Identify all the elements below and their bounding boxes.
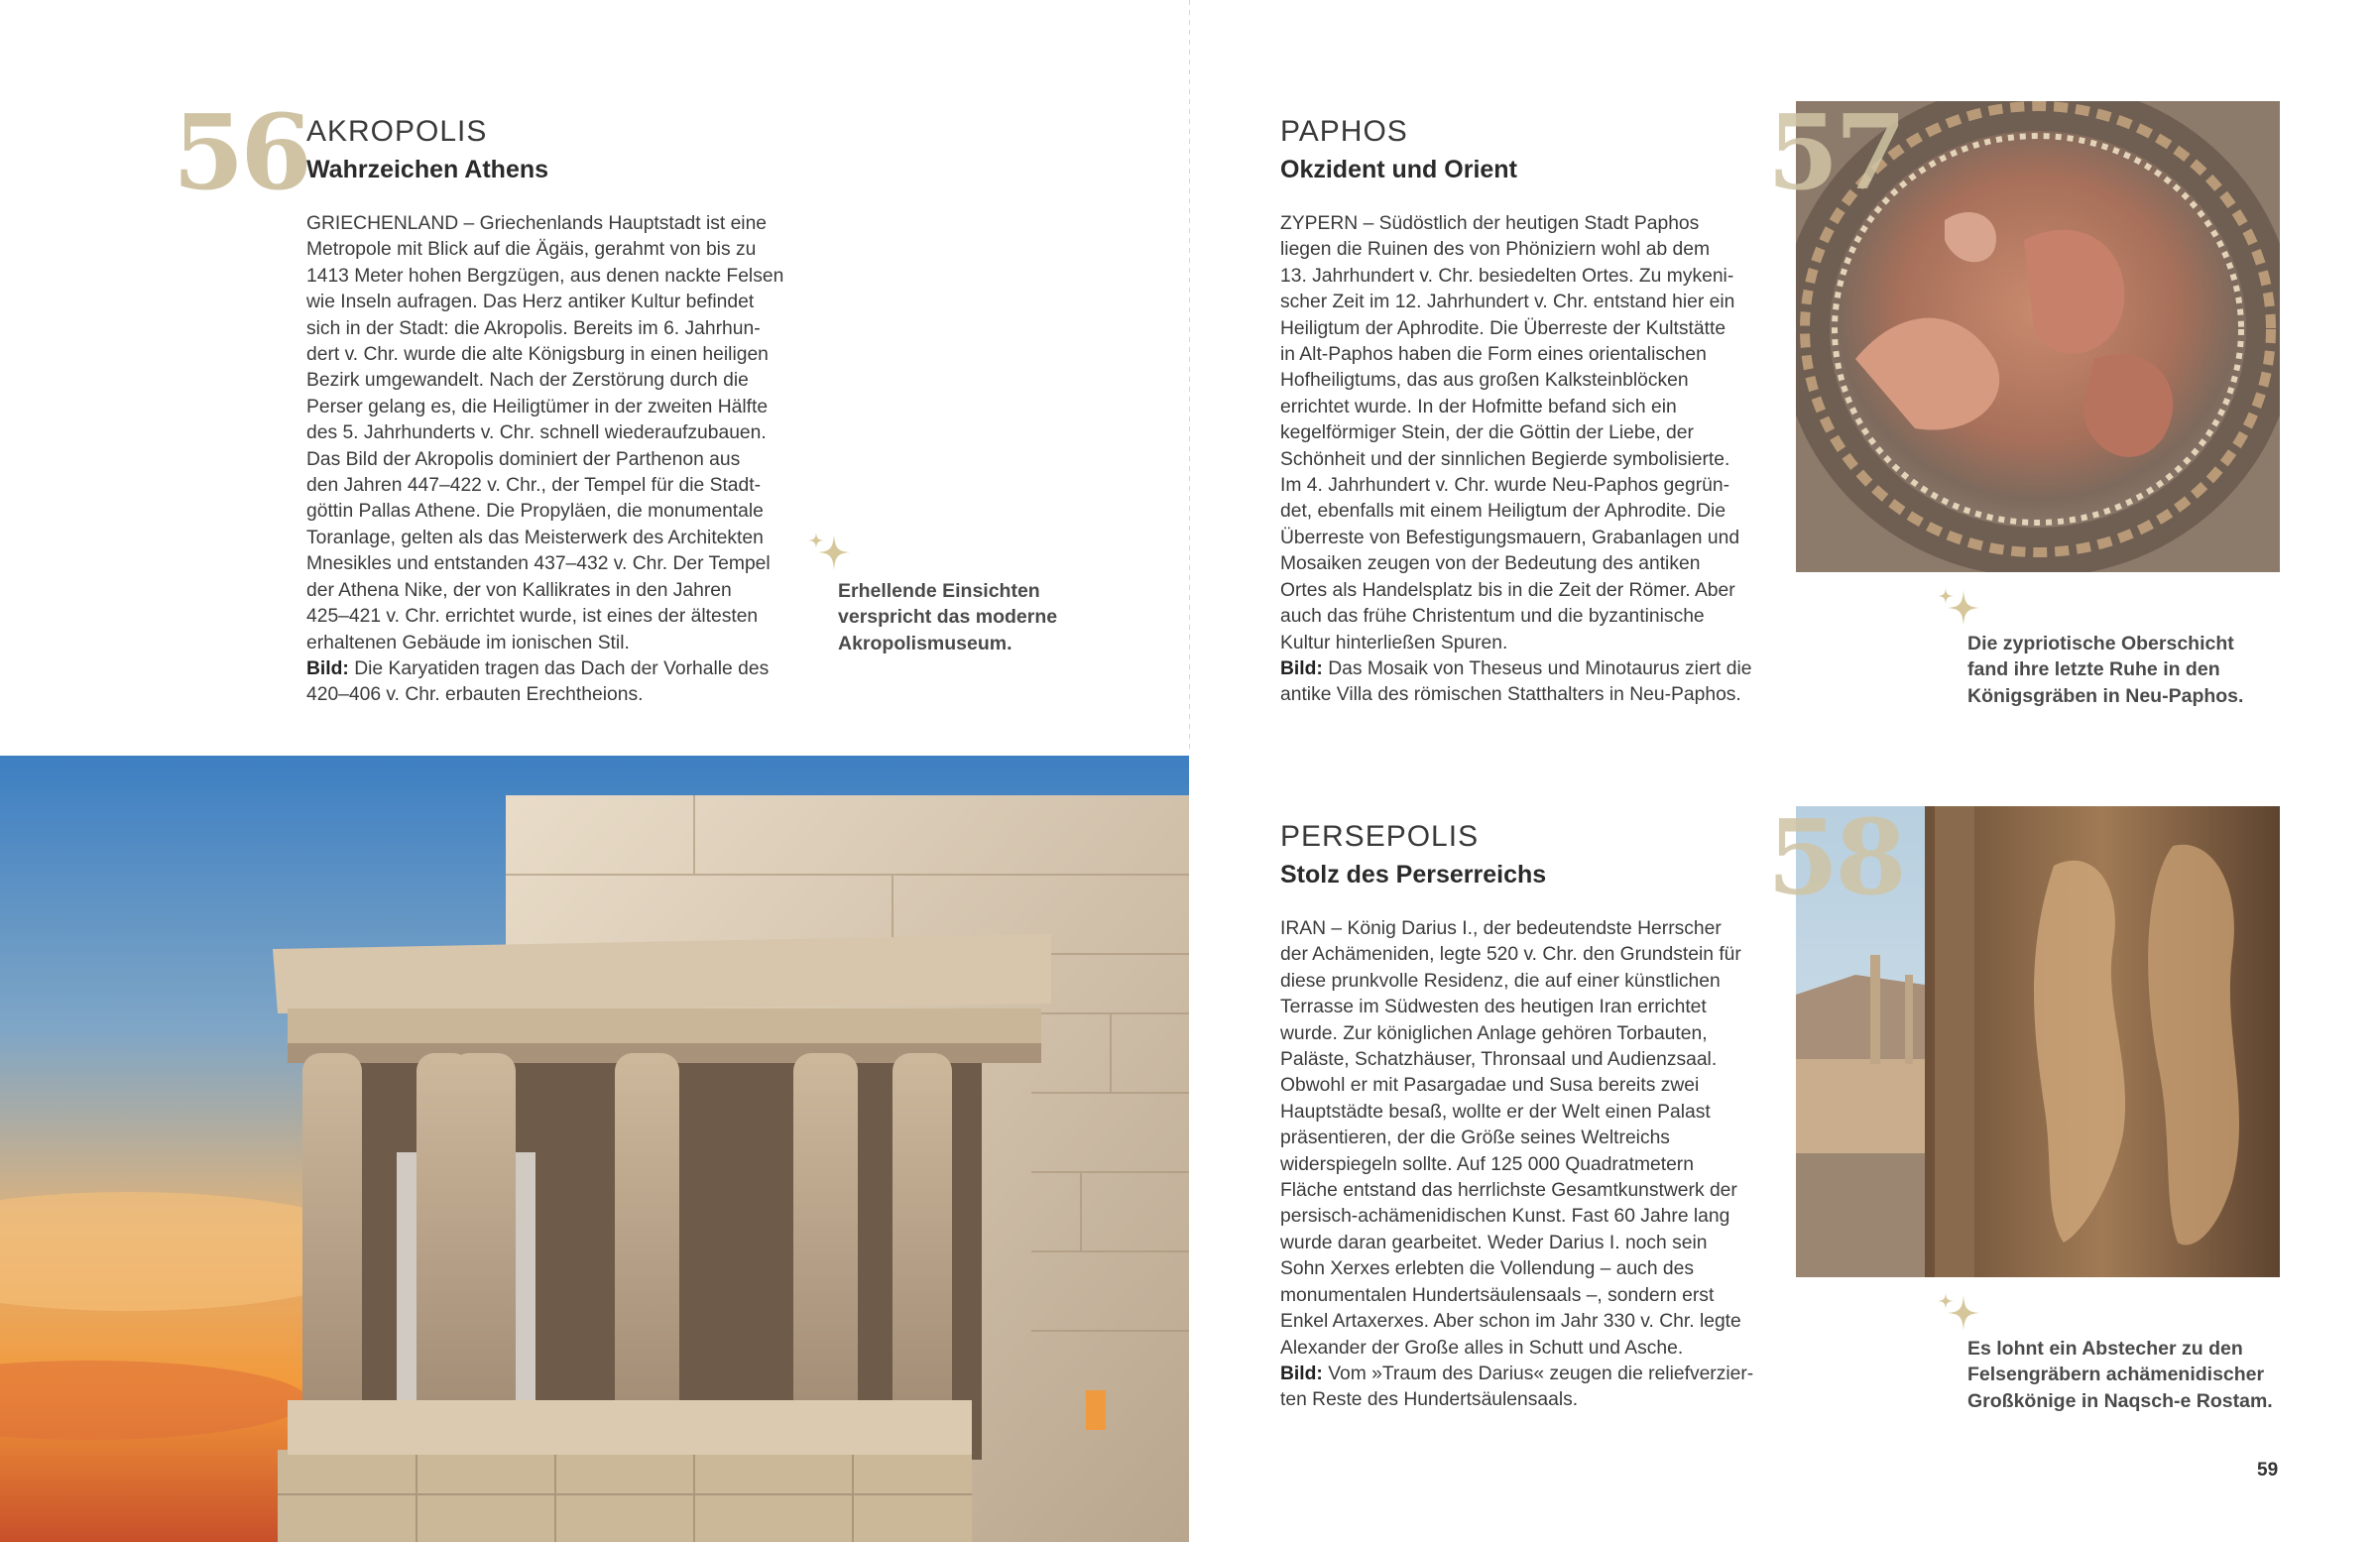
entry-subtitle: Okzident und Orient xyxy=(1280,156,1517,183)
entry-subtitle: Stolz des Perserreichs xyxy=(1280,861,1547,889)
body-line: der Achämeniden, legte 520 v. Chr. den Grundstein für xyxy=(1280,944,1741,966)
body-line: diese prunkvolle Residenz, die auf einer künstlichen xyxy=(1280,970,1721,992)
body-line: Metropole mit Blick auf die Ägäis, gerahmt von bis zu xyxy=(306,239,757,261)
body-line: errichtet wurde. In der Hofmitte befand sich ein xyxy=(1280,396,1677,417)
body-line: 13. Jahrhundert v. Chr. besiedelten Ortes. Zu mykeni- xyxy=(1280,265,1734,287)
photo-caption xyxy=(1967,631,2243,709)
right-page xyxy=(1190,0,2380,1542)
page-number: 59 xyxy=(2257,1460,2279,1481)
body-line: Überreste von Befestigungsmauern, Grabanlagen und xyxy=(1280,527,1740,548)
body-line: det, ebenfalls mit einem Heiligtum der Aphrodite. Die xyxy=(1280,501,1726,523)
body-line: auch das frühe Christentum und die byzantinische xyxy=(1280,606,1705,628)
body-line: IRAN – König Darius I., der bedeutendste Herrscher xyxy=(1280,918,1722,939)
body-line: Terrasse im Südwesten des heutigen Iran errichtet xyxy=(1280,997,1707,1018)
body-line: persisch-achämenidischen Kunst. Fast 60 Jahre lang xyxy=(1280,1206,1730,1228)
body-line: Obwohl er mit Pasargadae und Susa bereits zwei xyxy=(1280,1075,1700,1097)
body-line: Das Bild der Akropolis dominiert der Parthenon aus xyxy=(306,448,741,470)
body-line: präsentieren, der die Größe seines Weltreichs xyxy=(1280,1127,1670,1149)
body-line: widerspiegeln sollte. Auf 125 000 Quadratmetern xyxy=(1280,1153,1694,1175)
image-credit-text: Die Karyatiden tragen das Dach der Vorhalle des xyxy=(348,657,770,679)
body-line: in Alt-Paphos haben die Form eines orientalischen xyxy=(1280,344,1707,366)
entry-place: PERSEPOLIS xyxy=(1280,820,1480,853)
caption-line: Es lohnt ein Abstecher zu den xyxy=(1967,1338,2243,1360)
entry-body-text xyxy=(1280,211,1776,709)
bild-label: Bild: xyxy=(1280,657,1323,679)
body-line: sich in der Stadt: die Akropolis. Bereits im 6. Jahrhun- xyxy=(306,317,761,339)
bild-label: Bild: xyxy=(1280,1363,1323,1384)
caption-line: Die zypriotische Oberschicht xyxy=(1967,633,2234,654)
body-line: Ortes als Handelsplatz bis in die Zeit der Römer. Aber xyxy=(1280,579,1735,601)
body-line: Heiligtum der Aphrodite. Die Überreste der Kultstätte xyxy=(1280,317,1726,339)
body-line: Bezirk umgewandelt. Nach der Zerstörung durch die xyxy=(306,370,749,392)
image-credit-line xyxy=(306,656,822,682)
body-line: Hauptstädte besaß, wollte er der Welt einen Palast xyxy=(1280,1101,1711,1123)
entry-body-text xyxy=(306,211,822,709)
caption-line: Akropolismuseum. xyxy=(838,632,1012,654)
body-line: Kultur hinterließen Spuren. xyxy=(1280,632,1508,653)
caption-line: Erhellende Einsichten xyxy=(838,580,1040,602)
body-line: des 5. Jahrhunderts v. Chr. schnell wiederaufzubauen. xyxy=(306,422,767,444)
entry-number: 57 xyxy=(1767,91,1903,213)
entry-place: AKROPOLIS xyxy=(306,115,488,148)
body-line: 425–421 v. Chr. errichtet wurde, ist eines der ältesten xyxy=(306,606,759,628)
body-line: Alexander der Große alles in Schutt und Asche. xyxy=(1280,1337,1684,1359)
photo-caption xyxy=(1967,1336,2273,1414)
body-line: Paläste, Schatzhäuser, Thronsaal und Audienzsaal. xyxy=(1280,1049,1718,1071)
image-credit-text: 420–406 v. Chr. erbauten Erechtheions. xyxy=(306,684,644,706)
entry-number: 58 xyxy=(1767,796,1903,918)
body-line: ZYPERN – Südöstlich der heutigen Stadt Paphos xyxy=(1280,213,1700,234)
body-line: Im 4. Jahrhundert v. Chr. wurde Neu-Paphos gegrün- xyxy=(1280,475,1729,497)
photo-caption xyxy=(838,578,1057,656)
body-line: Mosaiken zeugen von der Bedeutung des antiken xyxy=(1280,553,1701,575)
left-page xyxy=(0,0,1189,1542)
erechtheion-photo xyxy=(0,756,1189,1542)
body-line: Perser gelang es, die Heiligtümer in der zweiten Hälfte xyxy=(306,396,769,417)
sparkle-icon xyxy=(1934,1289,1981,1337)
caption-line: fand ihre letzte Ruhe in den xyxy=(1967,658,2220,681)
body-line: der Athena Nike, der von Kallikrates in den Jahren xyxy=(306,579,732,601)
body-line: 1413 Meter hohen Bergzügen, aus denen nackte Felsen xyxy=(306,265,784,287)
body-line: Enkel Artaxerxes. Aber schon im Jahr 330 v. Chr. legte xyxy=(1280,1311,1741,1333)
sparkle-icon xyxy=(1934,584,1981,632)
body-line: Sohn Xerxes erlebten die Vollendung – auch des xyxy=(1280,1258,1694,1280)
body-line: Mnesikles und entstanden 437–432 v. Chr. Der Tempel xyxy=(306,553,771,575)
body-line: Schönheit und der sinnlichen Begierde symbolisierte. xyxy=(1280,448,1730,470)
body-line: scher Zeit im 12. Jahrhundert v. Chr. entstand hier ein xyxy=(1280,292,1735,313)
image-credit-line xyxy=(1280,656,1776,682)
entry-subtitle: Wahrzeichen Athens xyxy=(306,156,549,183)
entry-body-text xyxy=(1280,916,1776,1414)
body-line: Hofheiligtums, das aus großen Kalksteinblöcken xyxy=(1280,370,1689,392)
caption-line: Großkönige in Naqsch-e Rostam. xyxy=(1967,1389,2273,1412)
body-line: wurde. Zur königlichen Anlage gehören Torbauten, xyxy=(1280,1022,1708,1044)
body-line: göttin Pallas Athene. Die Propyläen, die monumentale xyxy=(306,501,764,523)
image-credit-text: ten Reste des Hundertsäulensaals. xyxy=(1280,1389,1579,1411)
caption-line: Felsengräbern achämenidischer xyxy=(1967,1364,2265,1386)
caption-line: Königsgräben in Neu-Paphos. xyxy=(1967,684,2244,707)
body-line: GRIECHENLAND – Griechenlands Hauptstadt ist eine xyxy=(306,213,768,234)
body-line: wie Inseln aufragen. Das Herz antiker Kultur befindet xyxy=(306,292,755,313)
body-line: monumentalen Hundertsäulensaals –, sondern erst xyxy=(1280,1284,1715,1306)
bild-label: Bild: xyxy=(306,657,349,679)
entry-place: PAPHOS xyxy=(1280,115,1408,148)
image-credit-text: antike Villa des römischen Statthalters in Neu-Paphos. xyxy=(1280,684,1741,706)
body-line: Toranlage, gelten als das Meisterwerk des Architekten xyxy=(306,527,764,548)
image-credit-line xyxy=(1280,1362,1776,1387)
image-credit-text: Vom »Traum des Darius« zeugen die reliefverzier- xyxy=(1322,1363,1754,1384)
caption-line: verspricht das moderne xyxy=(838,606,1058,629)
sparkle-icon xyxy=(804,529,852,576)
body-line: den Jahren 447–422 v. Chr., der Tempel für die Stadt- xyxy=(306,475,762,497)
body-line: wurde daran gearbeitet. Weder Darius I. noch sein xyxy=(1280,1232,1708,1253)
body-line: kegelförmiger Stein, der die Göttin der Liebe, der xyxy=(1280,422,1694,444)
image-credit-text: Das Mosaik von Theseus und Minotaurus ziert die xyxy=(1322,657,1752,679)
body-line: liegen die Ruinen des von Phöniziern wohl ab dem xyxy=(1280,239,1711,261)
body-line: dert v. Chr. wurde die alte Königsburg in einen heiligen xyxy=(306,344,769,366)
body-line: erhaltenen Gebäude im ionischen Stil. xyxy=(306,632,630,653)
body-line: Fläche entstand das herrlichste Gesamtkunstwerk der xyxy=(1280,1180,1737,1202)
entry-number: 56 xyxy=(173,91,308,213)
